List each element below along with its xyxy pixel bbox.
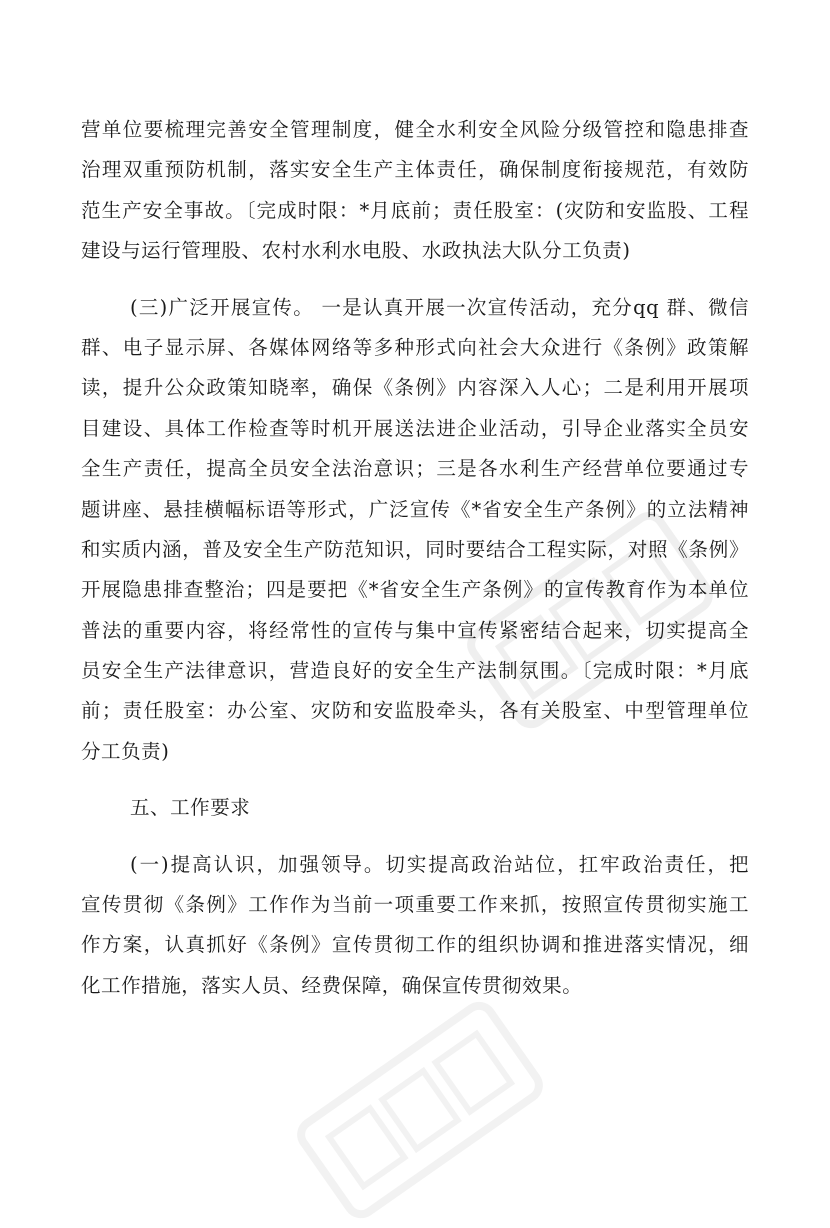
text-line: 开展隐患排查整治；四是要把《*省安全生产条例》的宣传教育作为本单位 — [81, 578, 749, 602]
text-line: 群、电子显示屏、各媒体网络等多种形式向社会大众进行《条例》政策解 — [81, 335, 749, 359]
paragraph-leadership — [81, 845, 749, 1007]
text-line: 范生产安全事故。〔完成时限：*月底前；责任股室：(灾防和安监股、工程 — [81, 198, 749, 222]
paragraph-publicity — [81, 288, 749, 773]
watermark-stamp-icon — [287, 992, 552, 1228]
text-line: 宣传贯彻《条例》工作作为当前一项重要工作来抓，按照宣传贯彻实施工 — [81, 893, 749, 917]
text-line: 全生产责任，提高全员安全法治意识；三是各水利生产经营单位要通过专 — [81, 457, 749, 481]
document-body — [81, 110, 749, 1006]
section-heading-work-requirements: 五、工作要求 — [130, 796, 251, 820]
text-line: 建设与运行管理股、农村水利水电股、水政执法大队分工负责) — [81, 239, 631, 263]
text-line: 普法的重要内容，将经常性的宣传与集中宣传紧密结合起来，切实提高全 — [81, 618, 749, 642]
text-line: 前；责任股室：办公室、灾防和安监股牵头，各有关股室、中型管理单位 — [81, 699, 749, 723]
text-line: (一)提高认识，加强领导。切实提高政治站位，扛牢政治责任，把 — [130, 852, 749, 876]
text-line: 营单位要梳理完善安全管理制度，健全水利安全风险分级管控和隐患排查 — [81, 118, 749, 141]
text-line: 化工作措施，落实人员、经费保障，确保宣传贯彻效果。 — [81, 973, 583, 997]
text-line: 和实质内涵，普及安全生产防范知识，同时要结合工程实际，对照《条例》 — [81, 537, 749, 561]
text-line: 目建设、具体工作检查等时机开展送法进企业活动，引导企业落实全员安 — [81, 416, 749, 440]
text-line: (三)广泛开展宣传。 一是认真开展一次宣传活动，充分qq 群、微信 — [130, 295, 749, 319]
text-line: 作方案，认真抓好《条例》宣传贯彻工作的组织协调和推进落实情况，细 — [81, 933, 749, 957]
text-line: 员安全生产法律意识，营造良好的安全生产法制氛围。〔完成时限：*月底 — [81, 659, 749, 683]
paragraph-safety-management — [81, 110, 749, 272]
text-line: 治理双重预防机制，落实安全生产主体责任，确保制度衔接规范，有效防 — [81, 158, 749, 182]
text-line: 分工负责) — [81, 739, 170, 763]
text-line: 题讲座、悬挂横幅标语等形式，广泛宣传《*省安全生产条例》的立法精神 — [81, 497, 749, 521]
text-line: 读，提升公众政策知晓率，确保《条例》内容深入人心；二是利用开展项 — [81, 376, 749, 400]
